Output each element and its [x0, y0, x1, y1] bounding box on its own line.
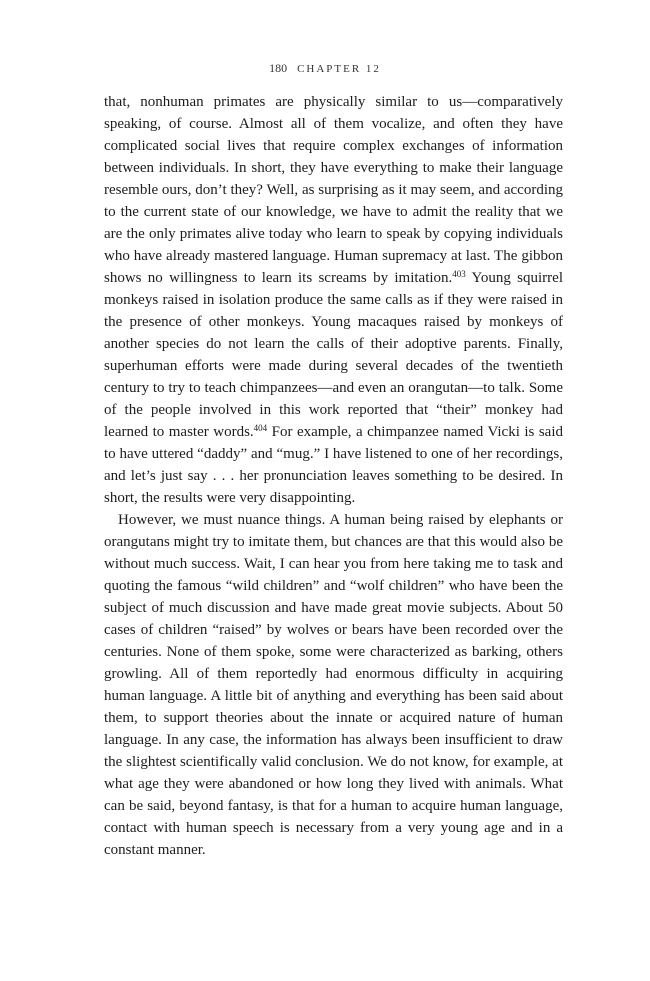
page-number: 180 [269, 61, 288, 75]
chapter-label: CHAPTER 12 [297, 63, 381, 75]
paragraph-1-part-1: that, nonhuman primates are physically similar to us—comparatively speaking, of course. Almost all of them vocalize, and often they have complicated social lives that require complex exchanges of information between individuals. In short, they have everything to make their language resemble ours, don’t they? Well, as surprising as it may seem, and according to the current state of our knowledge, we have to admit the reality that we are the only primates alive today who learn to speak by copying individuals who have already mastered language. Human supremacy at last. The gibbon shows no willingness to learn its screams by imitation. [104, 94, 563, 286]
running-head [0, 61, 650, 76]
paragraph-1 [104, 91, 563, 509]
footnote-ref-404: 404 [253, 423, 268, 433]
body-text [104, 91, 563, 861]
paragraph-1-part-2: Young squirrel monkeys raised in isolation produce the same calls as if they were raised in the presence of other monkeys. Young macaques raised by monkeys of another species do not learn the calls of their adoptive parents. Finally, superhuman efforts were made during several decades of the twentieth century to try to teach chimpanzees—and even an orangutan—to talk. Some of the people involved in this work reported that “their” monkey had learned to master words. [104, 270, 563, 440]
footnote-ref-403: 403 [452, 269, 466, 279]
paragraph-1-part-3: For example, a chimpanzee named Vicki is said to have uttered “daddy” and “mug.” I have listened to one of her recordings, and let’s just say . . . her pronunciation leaves something to be desired. In short, the results were very disappointing. [104, 424, 564, 506]
paragraph-2: However, we must nuance things. A human being raised by elephants or orangutans might try to imitate them, but chances are that this would also be without much success. Wait, I can hear you from here taking me to task and quoting the famous “wild children” and “wolf children” who have been the subject of much discussion and have made great movie subjects. About 50 cases of children “raised” by wolves or bears have been recorded over the centuries. None of them spoke, some were characterized as barking, others growling. All of them reportedly had enormous difficulty in acquiring human language. A little bit of anything and everything has been said about them, to support theories about the innate or acquired nature of human language. In any case, the information has always been insufficient to draw the slightest scientifically valid conclusion. We do not know, for example, at what age they were abandoned or how long they lived with animals. What can be said, beyond fantasy, is that for a human to acquire human language, contact with human speech is necessary from a very young age and in a constant manner. [104, 512, 563, 858]
